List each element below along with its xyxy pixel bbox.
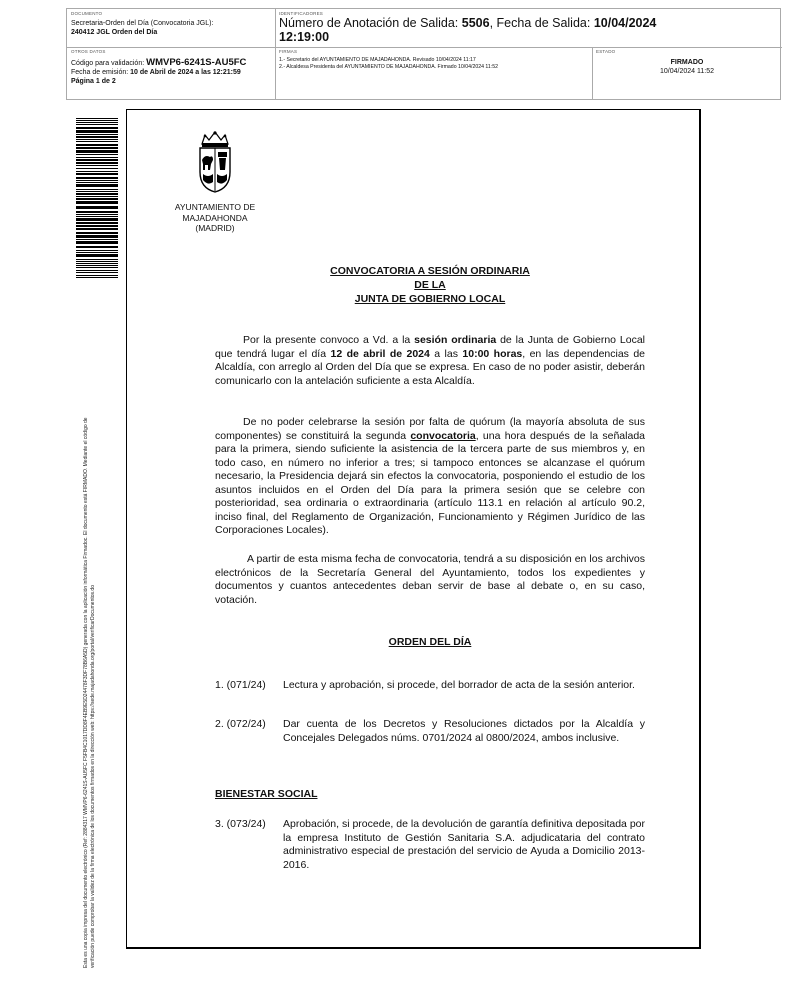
side-text-line2: verificación puede comprobar la validez de la firma electrónica de los documentos firmados en la dirección web: https://sede.majadahonda.org/portal/verificarDocumentos.do — [89, 585, 96, 968]
paragraph-quorum — [215, 416, 645, 538]
title-line3: JUNTA DE GOBIERNO LOCAL — [354, 293, 506, 305]
documento-line1: Secretaria-Orden del Día (Convocatoria JGL): — [71, 20, 214, 27]
para2-text1: De no poder celebrarse la sesión por falta de quórum (la mayoría absoluta de sus componentes) se constituirá la segunda — [215, 416, 645, 442]
estado-fecha: 10/04/2024 11:52 — [660, 68, 714, 75]
estado-label: ESTADO — [596, 49, 616, 54]
pagina-indicator: Página 1 de 2 — [71, 78, 116, 85]
section-bienestar-social: BIENESTAR SOCIAL — [215, 788, 318, 800]
item-text: Lectura y aprobación, si procede, del borrador de acta de la sesión anterior. — [283, 679, 635, 691]
estado-cell — [592, 47, 782, 101]
identificadores-label: IDENTIFICADORES — [279, 11, 324, 16]
estado-value: FIRMADO — [670, 59, 704, 66]
paragraph-documentacion: A partir de esta misma fecha de convocatoria, tendrá a su disposición en los archivos electrónicos de la Secretaría General del Ayuntamiento, todos los expedientes y documentos y cuantos antecedentes deban servir de base al debate o, en su caso, votación. — [215, 553, 645, 606]
codigo-validacion[interactable]: WMVP6-6241S-AU5FC — [146, 57, 247, 68]
para1-text4: , en las dependencias de Alcaldía, con arreglo al Orden del Día que se expresa. En caso de no poder asistir, deberán comunicarlo con la antelación suficiente a esta Alcaldía. — [215, 347, 646, 387]
title-line2: DE LA — [414, 279, 446, 291]
barcode-image — [76, 118, 118, 278]
emision-prefix: Fecha de emisión: — [71, 69, 131, 76]
item-number: 3. (073/24) — [215, 818, 266, 830]
firmas-label: FIRMAS — [279, 49, 298, 54]
otros-datos-label: OTROS DATOS — [71, 49, 106, 54]
sesion-ordinaria-bold: sesión ordinaria — [414, 334, 497, 346]
hora-sesion-bold: 10:00 horas — [462, 347, 523, 360]
anotacion-prefix: Número de Anotación de Salida: — [279, 16, 462, 30]
document-header-table — [66, 8, 781, 100]
otros-datos-cell — [67, 47, 275, 101]
fecha-salida: 10/04/2024 — [593, 16, 657, 30]
title-line1: CONVOCATORIA A SESIÓN ORDINARIA — [330, 265, 530, 277]
identificadores-cell — [275, 9, 782, 47]
orden-del-dia-title: ORDEN DEL DÍA — [388, 636, 472, 648]
ayuntamiento-line1: AYUNTAMIENTO DE — [174, 202, 256, 212]
documento-label: DOCUMENTO — [71, 11, 103, 16]
firma-secretario: 1.- Secretario del AYUNTAMIENTO DE MAJADAHONDA. Revisado 10/04/2024 11:17 — [279, 57, 476, 63]
convocatoria-underlined: convocatoria — [410, 429, 476, 442]
documento-cell — [67, 9, 275, 47]
para2-text2: , una hora después de la señalada para la primera, siendo suficiente la asistencia de la tercera parte de sus miembros y, en todo caso, en número no inferior a tres; si tampoco entonces se alcanzase el quórum necesario, la Presidencia dejará sin efectos la convocatoria, posponiendo el estudio de los asuntos incluidos en el Orden del Día para la primera sesión que se celebre con posterioridad, sea ordinaria o extraordinaria (artículo 113.1 en relación al artículo 90.2, inciso final, del Reglamento de Organización, Funcionamiento y Régimen Jurídico de las Corporaciones Locales). — [215, 429, 646, 536]
para1-text2: de la Junta de Gobierno Local que tendrá lugar el día — [215, 334, 645, 360]
ayuntamiento-line3: (MADRID) — [195, 223, 235, 233]
para1-text3: a las — [429, 347, 463, 360]
item-text: Aprobación, si procede, de la devolución de garantía definitiva depositada por la empresa Instituto de Gestión Sanitaria S.A. adjudicataria del contrato administrativo especial de prestación del servicio de Ayuda a Domicilio 2013-2016. — [283, 818, 645, 871]
para1-text1: Por la presente convoco a Vd. a la — [243, 334, 415, 346]
fecha-sesion-bold: 12 de abril de 2024 — [330, 347, 430, 360]
paragraph-convocatoria — [215, 334, 645, 388]
fecha-prefix: , Fecha de Salida: — [489, 16, 594, 30]
item-number: 1. (071/24) — [215, 679, 266, 691]
item-text: Dar cuenta de los Decretos y Resoluciones dictados por la Alcaldía y Concejales Delegados núms. 0701/2024 al 0800/2024, ambos inclusive. — [283, 718, 645, 744]
firma-alcaldesa: 2.- Alcaldesa Presidenta del AYUNTAMIENTO DE MAJADAHONDA. Firmado 10/04/2024 11:52 — [279, 64, 499, 70]
coat-of-arms-icon — [193, 130, 237, 194]
item-number: 2. (072/24) — [215, 718, 266, 730]
side-text-line1: Esta es una copia impresa del documento electrónico (Ref: 2884317 WMVP6-6241S-AU5FC F5FB4C1017DD8F4EB9E5D24478F3DF78B6A5D) generada con la aplicación informática Firmadoc. El documento está FIRMADO. Mediante el código de — [83, 417, 89, 968]
fecha-emision: 10 de Abril de 2024 a las 12:21:59 — [130, 69, 241, 76]
verification-side-text — [83, 298, 96, 968]
ayuntamiento-line2: MAJADAHONDA — [182, 212, 248, 223]
hora-salida: 12:19:00 — [279, 30, 330, 44]
documento-line2: 240412 JGL Orden del Día — [71, 29, 158, 36]
anotacion-number: 5506 — [461, 16, 490, 30]
ayuntamiento-label — [160, 202, 270, 234]
codigo-prefix: Código para validación: — [71, 60, 147, 67]
firmas-cell — [275, 47, 592, 101]
